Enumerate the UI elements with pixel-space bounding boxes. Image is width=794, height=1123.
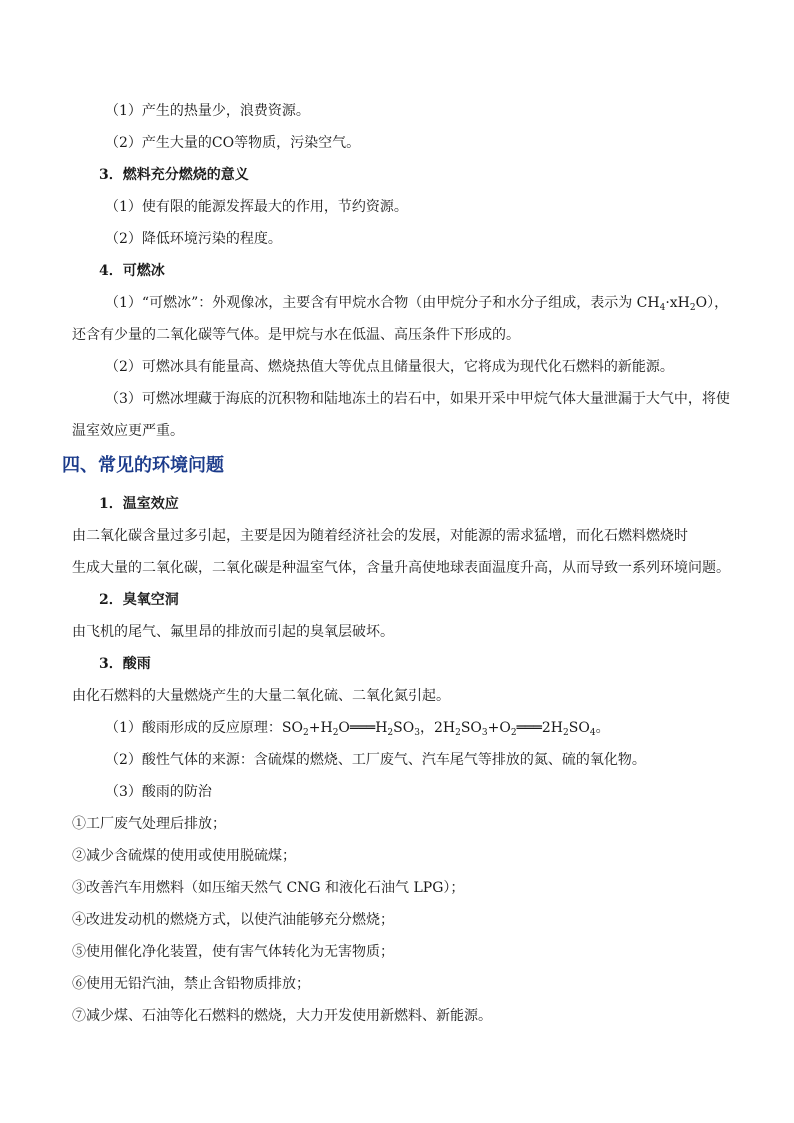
section-title-environment: 四、常见的环境问题 [62, 455, 224, 476]
heading-combustion-meaning: 3．燃料充分燃烧的意义 [99, 167, 249, 183]
heading-ozone: 2．臭氧空洞 [99, 592, 179, 608]
list-item: ③改善汽车用燃料（如压缩天然气 CNG 和液化石油气 LPG）； [72, 880, 465, 896]
paragraph-acid-rain-reaction: （1）酸雨形成的反应原理：$SO_2+H_2O═══H_2SO_3$，$2H_2SO_3+O_2═══2H_2SO_4$。 [105, 720, 610, 738]
paragraph-greenhouse-2: 生成大量的二氧化碳，二氧化碳是种温室气体，含量升高使地球表面温度升高，从而导致一系列环境问题。 [72, 560, 730, 576]
paragraph-heat-waste: （1）产生的热量少，浪费资源。 [105, 103, 310, 119]
equals-sign: ═══ [516, 720, 542, 736]
list-item: ⑥使用无铅汽油，禁止含铅物质排放； [72, 976, 310, 992]
list-item: ①工厂废气处理后排放； [72, 816, 226, 832]
paragraph-reduce-pollution: （2）降低环境污染的程度。 [105, 231, 282, 247]
paragraph-prevention-heading: （3）酸雨的防治 [105, 784, 212, 800]
paragraph-ice-definition-cont: 还含有少量的二氧化碳等气体。是甲烷与水在低温、高压条件下形成的。 [72, 327, 520, 343]
paragraph-ice-energy: （2）可燃冰具有能量高、燃烧热值大等优点且储量很大，它将成为现代化石燃料的新能源。 [105, 359, 674, 375]
paragraph-ice-location-cont: 温室效应更严重。 [72, 423, 184, 439]
paragraph-ice-location: （3）可燃冰埋藏于海底的沉积物和陆地冻土的岩石中，如果开采中甲烷气体大量泄漏于大气中，将使 [105, 391, 730, 407]
paragraph-acid-gas-source: （2）酸性气体的来源：含硫煤的燃烧、工厂废气、汽车尾气等排放的氮、硫的氧化物。 [105, 752, 646, 768]
paragraph-acid-rain-cause: 由化石燃料的大量燃烧产生的大量二氧化硫、二氧化氮引起。 [72, 688, 450, 704]
list-item: ②减少含硫煤的使用或使用脱硫煤； [72, 848, 296, 864]
list-item: ⑦减少煤、石油等化石燃料的燃烧，大力开发使用新燃料、新能源。 [72, 1008, 492, 1024]
list-item: ⑤使用催化净化装置，使有害气体转化为无害物质； [72, 944, 394, 960]
paragraph-ozone: 由飞机的尾气、氟里昂的排放而引起的臭氧层破坏。 [72, 624, 394, 640]
heading-acid-rain: 3．酸雨 [99, 656, 151, 672]
heading-greenhouse: 1．温室效应 [99, 496, 179, 512]
equals-sign: ═══ [349, 720, 376, 736]
paragraph-save-resources: （1）使有限的能源发挥最大的作用，节约资源。 [105, 199, 408, 215]
list-item: ④改进发动机的燃烧方式，以使汽油能够充分燃烧； [72, 912, 394, 928]
paragraph-ice-definition: （1）“可燃冰”：外观像冰，主要含有甲烷水合物（由甲烷分子和水分子组成，表示为 $CH_4\cdot xH_2O$）， [105, 295, 729, 313]
paragraph-co-pollution: （2）产生大量的CO等物质，污染空气。 [105, 135, 361, 151]
heading-combustible-ice: 4．可燃冰 [99, 263, 165, 279]
paragraph-greenhouse-1: 由二氧化碳含量过多引起，主要是因为随着经济社会的发展，对能源的需求猛增，而化石燃料燃烧时 [72, 528, 688, 544]
